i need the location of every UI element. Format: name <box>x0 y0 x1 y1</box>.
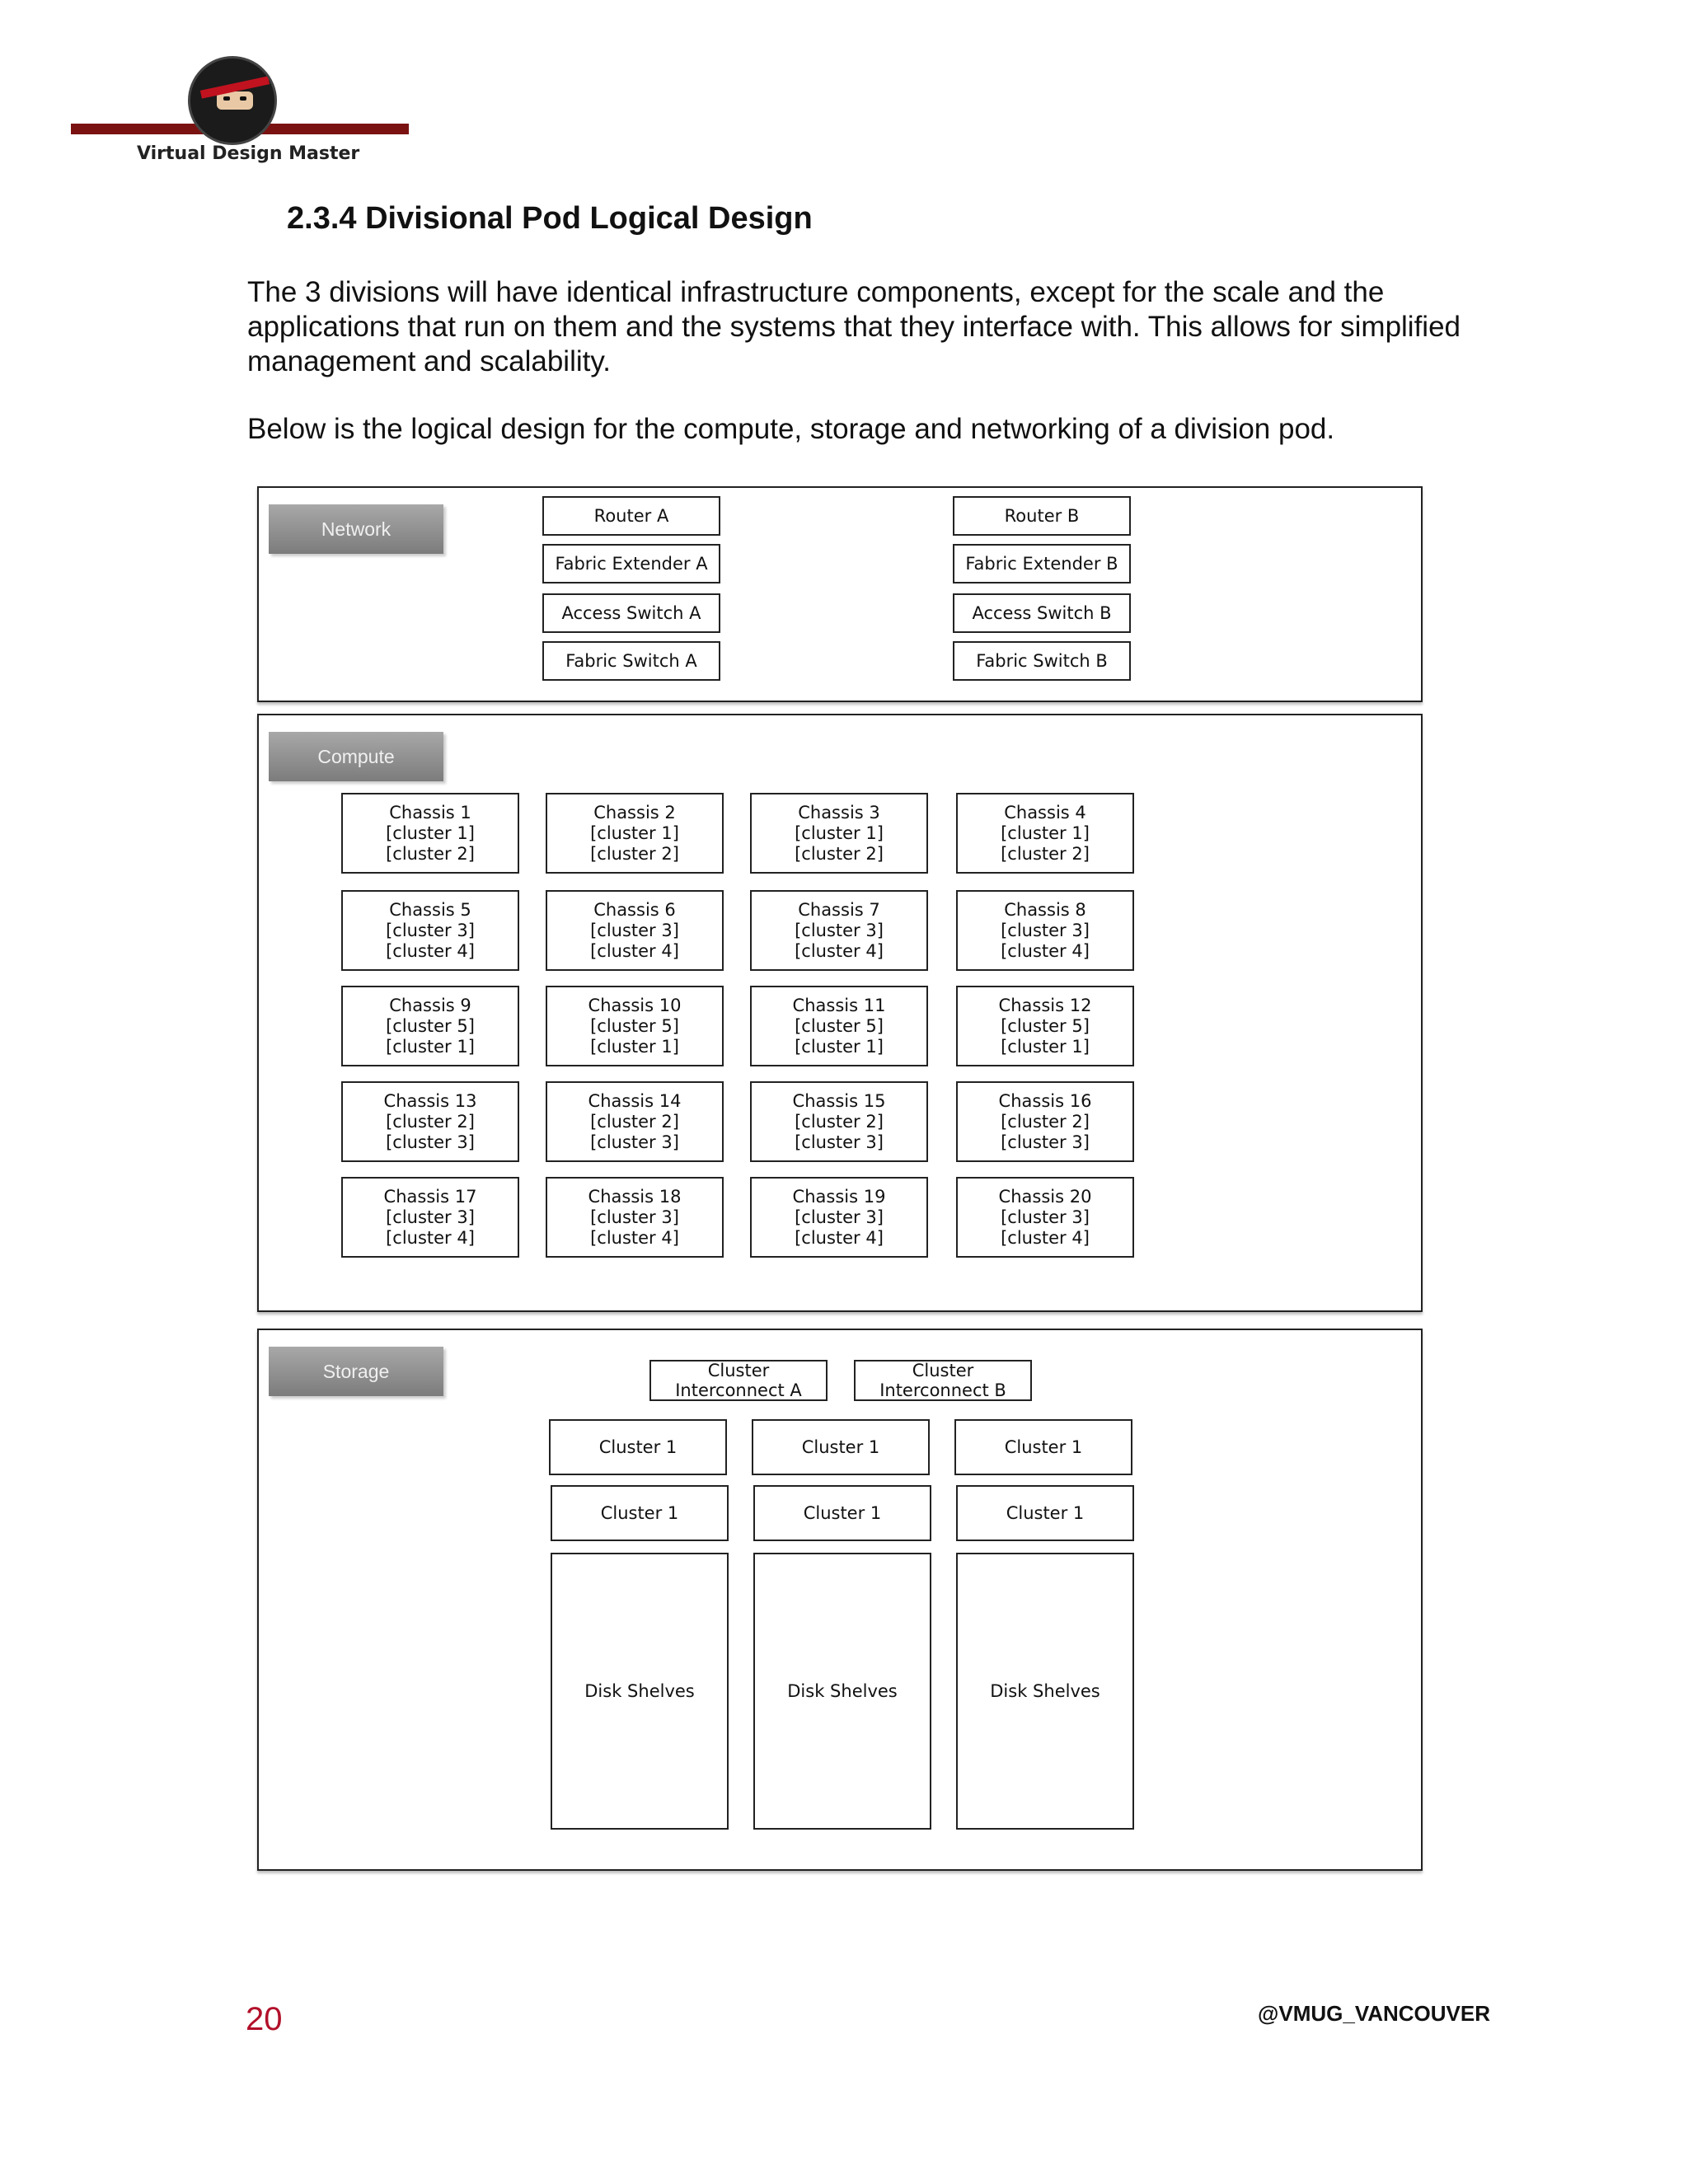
chassis-box: Chassis 15 [cluster 2] [cluster 3] <box>750 1081 928 1162</box>
page-number: 20 <box>246 2001 283 2037</box>
disk-shelves-box: Disk Shelves <box>551 1553 729 1830</box>
network-panel <box>257 486 1423 702</box>
router-b: Router B <box>953 496 1131 536</box>
chassis-box: Chassis 13 [cluster 2] [cluster 3] <box>341 1081 519 1162</box>
storage-cluster-box: Cluster 1 <box>753 1485 931 1541</box>
fabric-extender-a: Fabric Extender A <box>542 544 720 583</box>
design-intro-paragraph: Below is the logical design for the compute, storage and networking of a division pod. <box>247 413 1335 445</box>
access-switch-a: Access Switch A <box>542 593 720 633</box>
router-a: Router A <box>542 496 720 536</box>
chassis-box: Chassis 19 [cluster 3] [cluster 4] <box>750 1177 928 1258</box>
storage-cluster-box: Cluster 1 <box>956 1485 1134 1541</box>
chassis-box: Chassis 5 [cluster 3] [cluster 4] <box>341 890 519 971</box>
storage-panel <box>257 1329 1423 1871</box>
storage-cluster-box: Cluster 1 <box>551 1485 729 1541</box>
chassis-box: Chassis 16 [cluster 2] [cluster 3] <box>956 1081 1134 1162</box>
disk-shelves-box: Disk Shelves <box>956 1553 1134 1830</box>
chassis-box: Chassis 2 [cluster 1] [cluster 2] <box>546 793 724 874</box>
chassis-box: Chassis 12 [cluster 5] [cluster 1] <box>956 986 1134 1066</box>
chassis-box: Chassis 14 [cluster 2] [cluster 3] <box>546 1081 724 1162</box>
chassis-box: Chassis 4 [cluster 1] [cluster 2] <box>956 793 1134 874</box>
intro-paragraph: The 3 divisions will have identical infrastructure components, except for the scale and the applications that run on them and the systems that they interface with. This allows for simplified management and scalability. <box>247 276 1461 377</box>
chassis-box: Chassis 1 [cluster 1] [cluster 2] <box>341 793 519 874</box>
network-label: Network <box>269 504 443 554</box>
ninja-logo-icon <box>188 56 277 145</box>
chassis-box: Chassis 8 [cluster 3] [cluster 4] <box>956 890 1134 971</box>
storage-cluster-box: Cluster 1 <box>549 1419 727 1475</box>
fabric-extender-b: Fabric Extender B <box>953 544 1131 583</box>
chassis-box: Chassis 3 [cluster 1] [cluster 2] <box>750 793 928 874</box>
chassis-box: Chassis 18 [cluster 3] [cluster 4] <box>546 1177 724 1258</box>
access-switch-b: Access Switch B <box>953 593 1131 633</box>
cluster-interconnect-a: Cluster Interconnect A <box>649 1360 828 1401</box>
compute-label: Compute <box>269 732 443 781</box>
storage-cluster-box: Cluster 1 <box>752 1419 930 1475</box>
chassis-box: Chassis 9 [cluster 5] [cluster 1] <box>341 986 519 1066</box>
chassis-box: Chassis 17 [cluster 3] [cluster 4] <box>341 1177 519 1258</box>
chassis-box: Chassis 7 [cluster 3] [cluster 4] <box>750 890 928 971</box>
chassis-box: Chassis 11 [cluster 5] [cluster 1] <box>750 986 928 1066</box>
storage-cluster-box: Cluster 1 <box>954 1419 1132 1475</box>
cluster-interconnect-b: Cluster Interconnect B <box>854 1360 1032 1401</box>
chassis-box: Chassis 10 [cluster 5] [cluster 1] <box>546 986 724 1066</box>
fabric-switch-a: Fabric Switch A <box>542 641 720 681</box>
chassis-box: Chassis 20 [cluster 3] [cluster 4] <box>956 1177 1134 1258</box>
chassis-box: Chassis 6 [cluster 3] [cluster 4] <box>546 890 724 971</box>
storage-label: Storage <box>269 1347 443 1396</box>
disk-shelves-box: Disk Shelves <box>753 1553 931 1830</box>
logo <box>71 51 409 175</box>
fabric-switch-b: Fabric Switch B <box>953 641 1131 681</box>
section-heading: 2.3.4 Divisional Pod Logical Design <box>287 201 813 236</box>
footer-handle: @VMUG_VANCOUVER <box>1258 2001 1491 2026</box>
compute-panel <box>257 714 1423 1312</box>
logo-text: Virtual Design Master <box>137 143 360 164</box>
